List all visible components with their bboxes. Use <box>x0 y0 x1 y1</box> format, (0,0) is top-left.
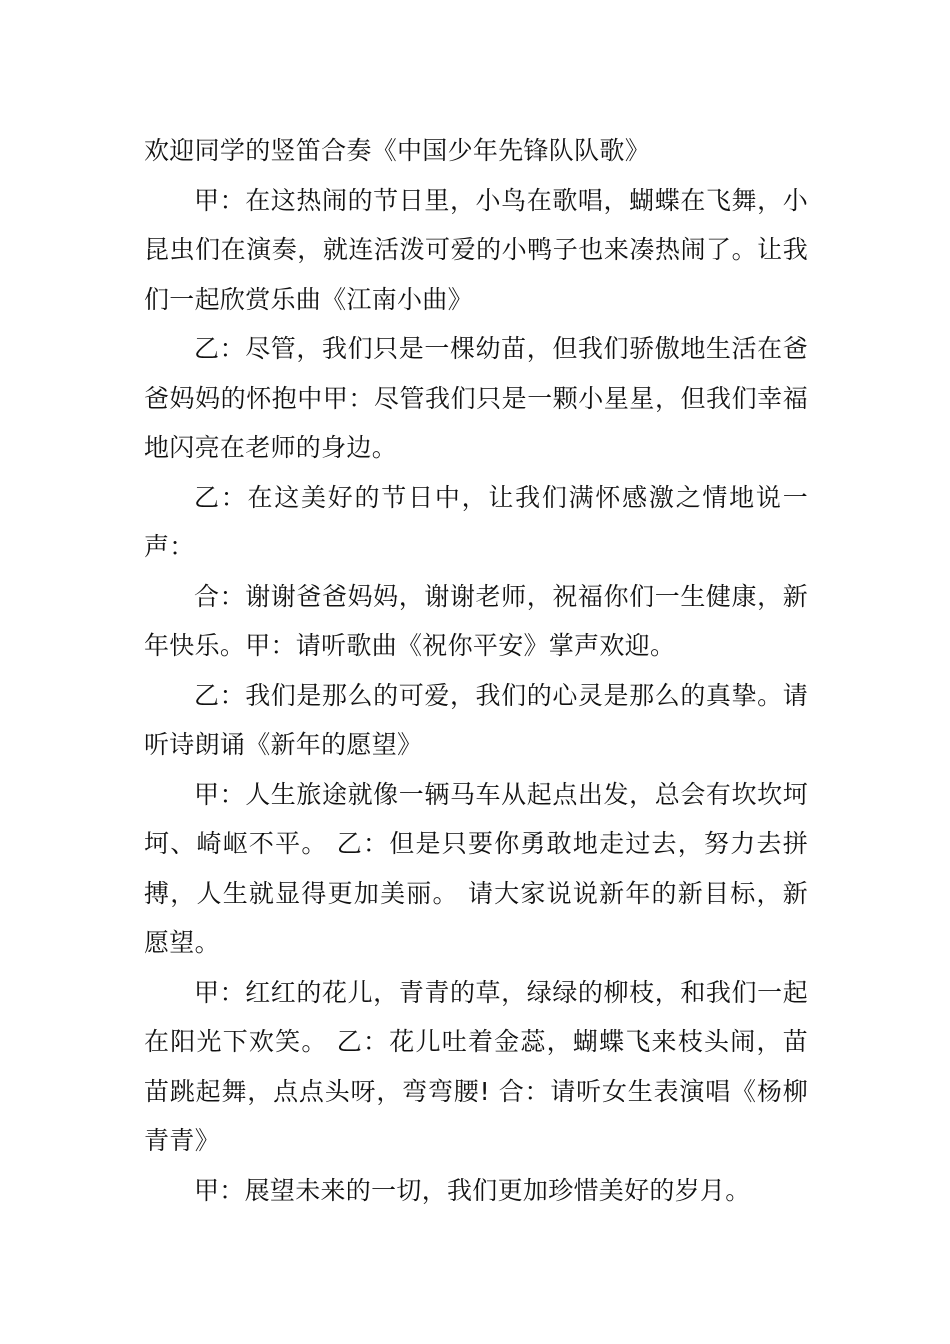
paragraph-2: 甲：在这热闹的节日里，小鸟在歌唱，蝴蝶在飞舞，小昆虫们在演奏，就连活泼可爱的小鸭子也来凑热闹了。让我们一起欣赏乐曲《江南小曲》 <box>144 185 808 314</box>
paragraph-3: 乙：尽管，我们只是一棵幼苗，但我们骄傲地生活在爸爸妈妈的怀抱中甲：尽管我们只是一颗小星星，但我们幸福地闪亮在老师的身边。 <box>144 334 808 462</box>
paragraph-4: 乙：在这美好的节日中，让我们满怀感激之情地说一声： <box>144 482 808 561</box>
paragraph-9: 甲：展望未来的一切，我们更加珍惜美好的岁月。 <box>194 1175 751 1205</box>
paragraph-1: 欢迎同学的竖笛合奏《中国少年先锋队队歌》 <box>144 136 651 165</box>
document-body <box>144 126 808 1215</box>
paragraph-8: 甲：红红的花儿，青青的草，绿绿的柳枝，和我们一起在阳光下欢笑。 乙：花儿吐着金蕊，蝴蝶飞来枝头闹，苗苗跳起舞，点点头呀，弯弯腰! 合：请听女生表演唱《杨柳青青》 <box>144 977 808 1155</box>
paragraph-5: 合：谢谢爸爸妈妈，谢谢老师，祝福你们一生健康，新年快乐。甲：请听歌曲《祝你平安》掌声欢迎。 <box>144 581 808 660</box>
paragraph-7: 甲：人生旅途就像一辆马车从起点出发，总会有坎坎坷坷、崎岖不平。 乙：但是只要你勇敢地走过去，努力去拼搏，人生就显得更加美丽。 请大家说说新年的新目标，新愿望。 <box>144 779 808 957</box>
paragraph-6: 乙：我们是那么的可爱，我们的心灵是那么的真挚。请听诗朗诵《新年的愿望》 <box>144 680 808 759</box>
